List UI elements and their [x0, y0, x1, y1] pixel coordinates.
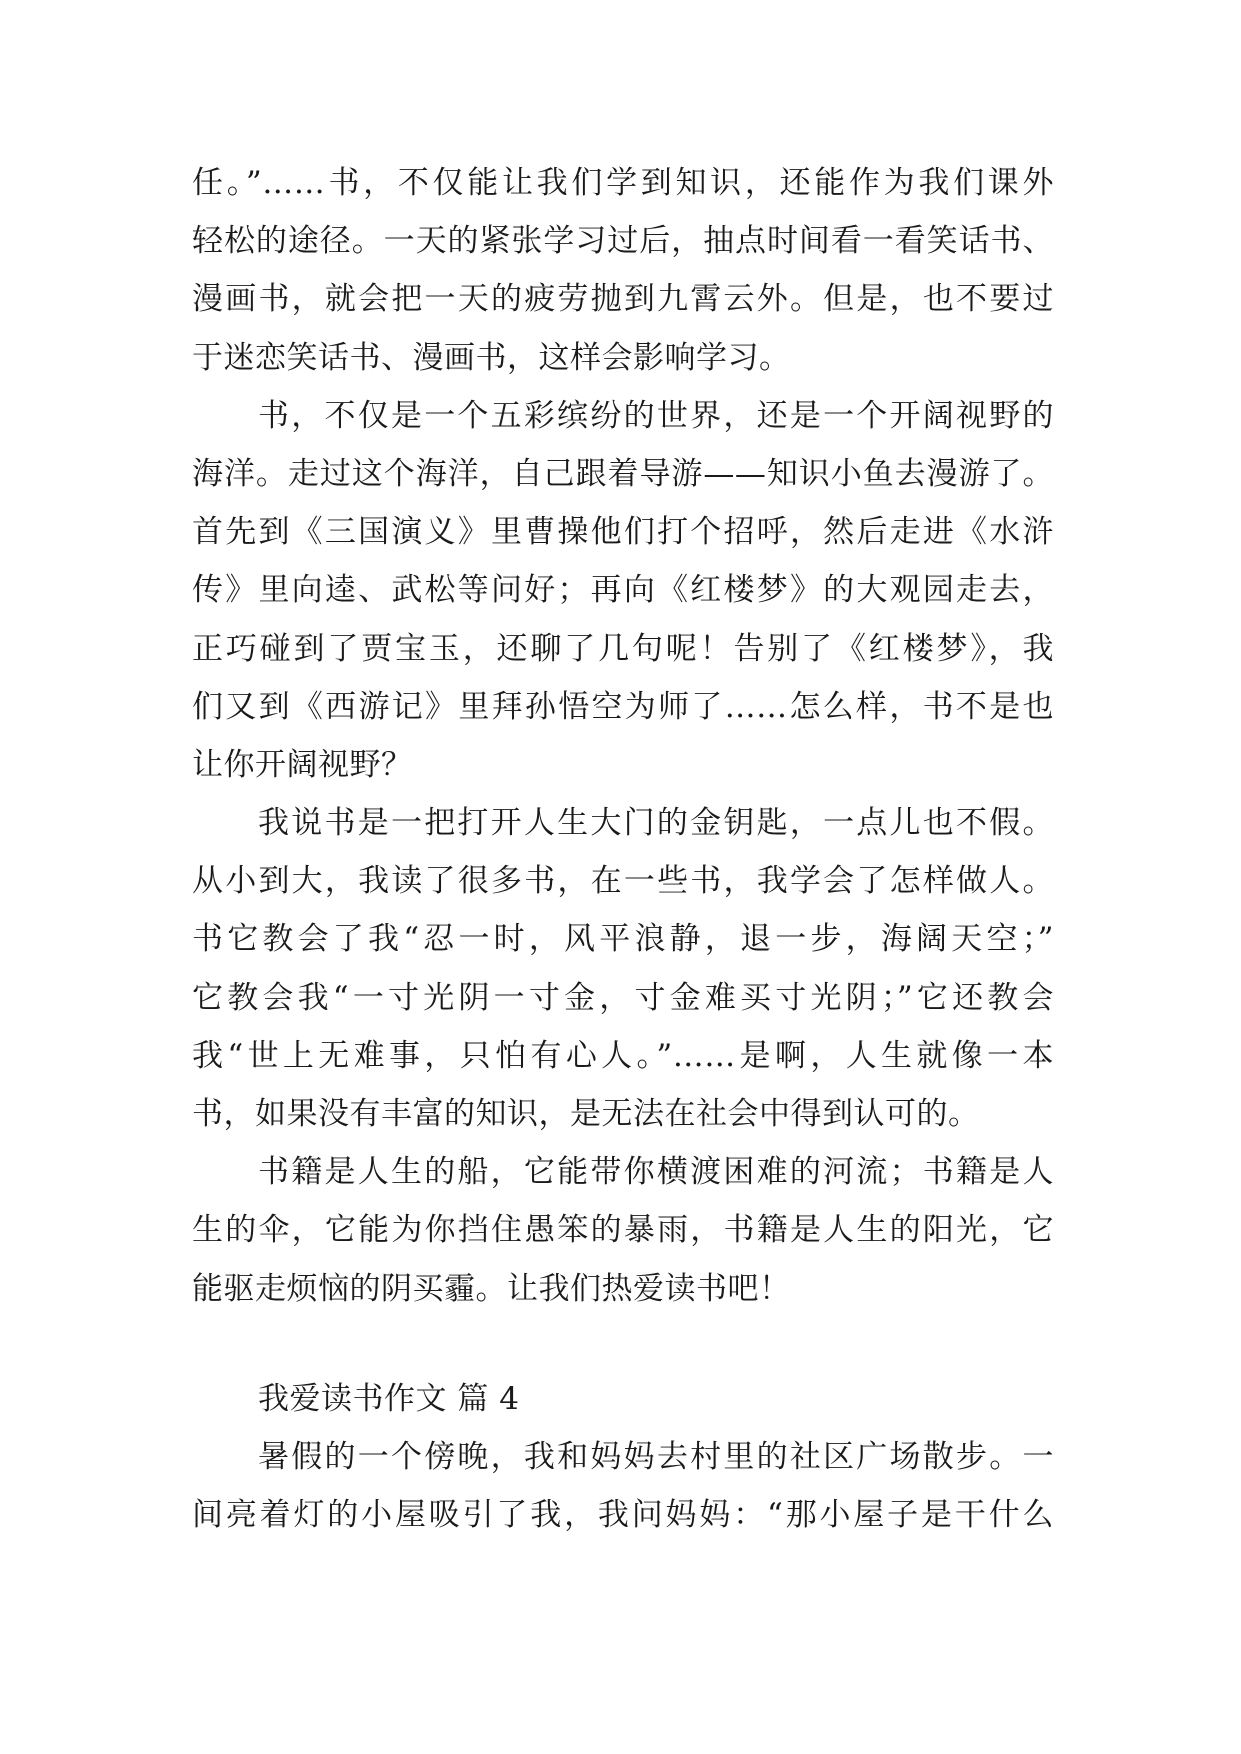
- text-line: 轻松的途径。一天的紧张学习过后，抽点时间看一看笑话书、: [192, 223, 1054, 260]
- essay-heading: 我爱读书作文 篇 4: [258, 1381, 520, 1417]
- body-text-section: [192, 154, 1054, 1318]
- text-line: 们又到《西游记》里拜孙悟空为师了……怎么样，书不是也: [192, 688, 1054, 725]
- text-line: 让你开阔视野？: [192, 746, 413, 783]
- text-line: 书，不仅是一个五彩缤纷的世界，还是一个开阔视野的: [258, 397, 1054, 434]
- text-line: 正巧碰到了贾宝玉，还聊了几句呢！告别了《红楼梦》，我: [192, 630, 1054, 667]
- text-line: 书籍是人生的船，它能带你横渡困难的河流；书籍是人: [258, 1154, 1054, 1191]
- text-line: 生的伞，它能为你挡住愚笨的暴雨，书籍是人生的阳光，它: [192, 1212, 1054, 1249]
- text-line: 我“世上无难事，只怕有心人。”……是啊，人生就像一本: [192, 1037, 1054, 1074]
- text-line: 我说书是一把打开人生大门的金钥匙，一点儿也不假。: [258, 805, 1054, 842]
- text-line: 漫画书，就会把一天的疲劳抛到九霄云外。但是，也不要过: [192, 281, 1054, 318]
- essay-section: [192, 1370, 1054, 1545]
- text-line: 书，如果没有丰富的知识，是无法在社会中得到认可的。: [192, 1096, 980, 1132]
- text-line: 首先到《三国演义》里曹操他们打个招呼，然后走进《水浒: [192, 514, 1054, 551]
- text-line: 书它教会了我“忍一时，风平浪静，退一步，海阔天空；”: [192, 921, 1054, 958]
- text-line: 暑假的一个傍晚，我和妈妈去村里的社区广场散步。一: [258, 1439, 1054, 1476]
- text-line: 能驱走烦恼的阴买霾。让我们热爱读书吧！: [192, 1270, 791, 1307]
- text-line: 传》里向逵、武松等问好；再向《红楼梦》的大观园走去，: [192, 572, 1054, 609]
- text-line: 间亮着灯的小屋吸引了我，我问妈妈：“那小屋子是干什么: [192, 1497, 1054, 1534]
- text-line: 从小到大，我读了很多书，在一些书，我学会了怎样做人。: [192, 863, 1054, 900]
- text-line: 于迷恋笑话书、漫画书，这样会影响学习。: [192, 339, 791, 376]
- text-line: 任。”……书，不仅能让我们学到知识，还能作为我们课外: [192, 165, 1054, 201]
- text-line: 海洋。走过这个海洋，自己跟着导游——知识小鱼去漫游了。: [192, 455, 1054, 492]
- text-line: 它教会我“一寸光阴一寸金，寸金难买寸光阴；”它还教会: [192, 979, 1054, 1016]
